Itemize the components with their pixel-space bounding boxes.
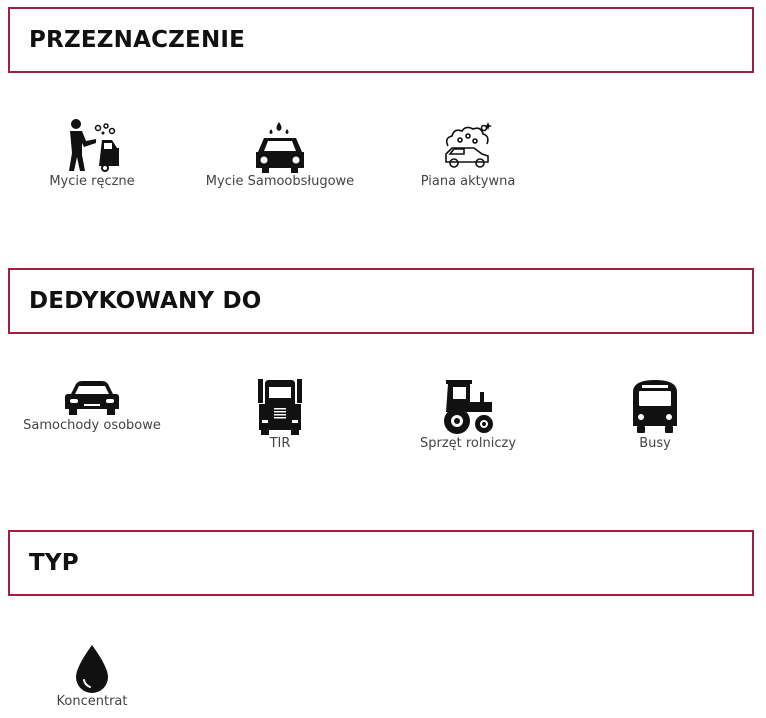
feature-item-hand-wash [2,118,182,190]
section-title: TYP [29,550,79,576]
feature-label: Sprzęt rolniczy [419,436,517,451]
tractor-icon [440,378,496,436]
section-title: DEDYKOWANY DO [29,288,262,314]
feature-item-tractor [378,378,558,452]
feature-label: Samochody osobowe [23,418,161,433]
active-foam-icon [440,120,496,174]
feature-item-concentrate [2,644,182,710]
feature-item-self-service [190,120,370,190]
section-header-typ [8,530,754,596]
feature-item-car [2,380,182,434]
feature-item-active-foam [378,120,558,190]
feature-label: Mycie ręczne [49,174,135,189]
feature-item-bus [565,378,745,452]
bus-icon [630,378,680,436]
section-header-przeznaczenie [8,7,754,73]
drop-icon [75,644,109,694]
feature-item-truck [190,378,370,452]
feature-label: Busy [639,436,671,451]
car-icon [64,380,120,418]
hand-wash-icon [64,118,120,174]
section-title: PRZEZNACZENIE [29,27,246,53]
feature-label: Mycie Samoobsługowe [205,174,355,189]
feature-label: TIR [269,436,291,451]
self-service-car-wash-icon [252,120,308,174]
truck-icon [255,378,305,436]
feature-label: Koncentrat [56,694,128,709]
section-header-dedykowany-do [8,268,754,334]
feature-label: Piana aktywna [420,174,516,189]
